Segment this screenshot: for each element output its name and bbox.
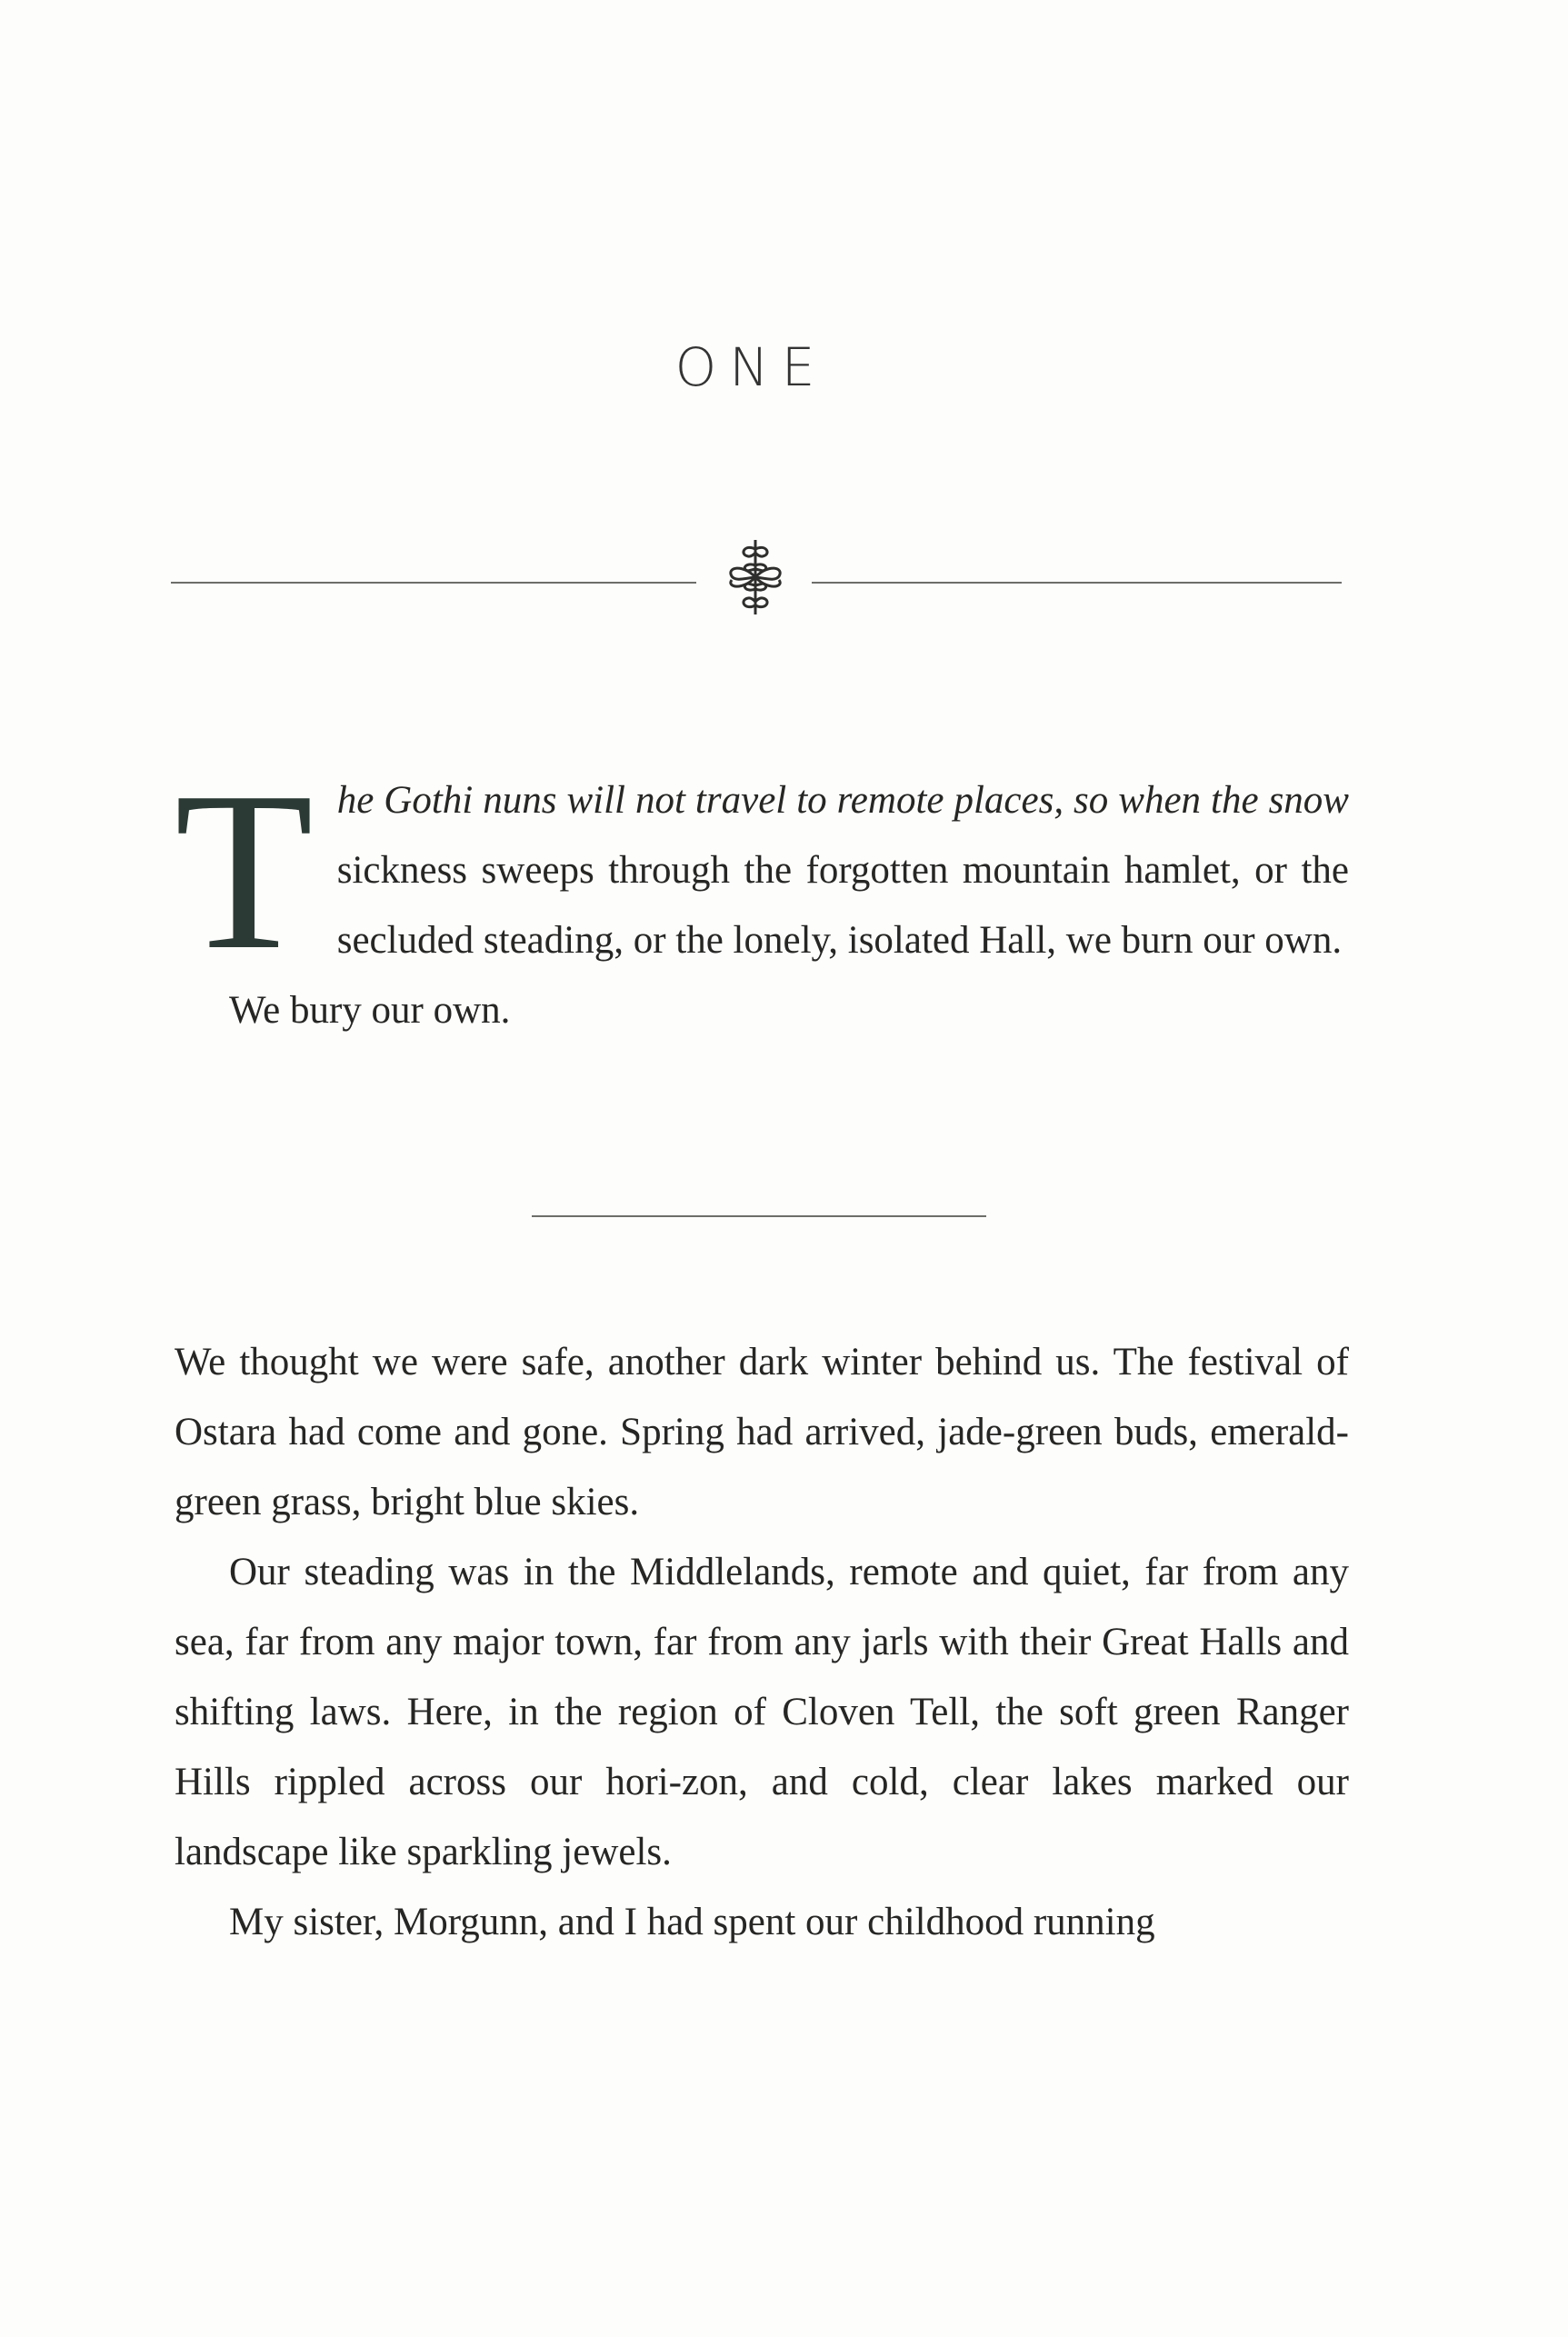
opening-text: sickness sweeps through the forgotten mountain hamlet, or the secluded steading, or the lonely, isolated Hall, we burn our own. bbox=[336, 849, 1349, 962]
paragraph: We thought we were safe, another dark winter behind us. The festival of Ostara had come and gone. Spring had arrived, jade-green buds, emerald-green grass, bright blue skies. bbox=[175, 1341, 1349, 1523]
lead-in-italic: he Gothi nuns will not travel to remote places, so when the snow bbox=[336, 779, 1349, 822]
paragraph: Our steading was in the Middlelands, remote and quiet, far from any sea, far from any major town, far from any jarls with their Great Halls and shifting laws. Here, in the region of Cloven Tell, the soft green Ranger Hills rippled across our hori-zon, and cold, clear lakes marked our landscape like sparkling jewels. bbox=[175, 1551, 1349, 1873]
section-text bbox=[175, 1327, 1349, 1957]
drop-cap: T bbox=[175, 745, 314, 997]
snowflake-ornament-icon bbox=[719, 536, 792, 618]
ornament-rule-left bbox=[171, 582, 696, 584]
paragraph: We bury our own. bbox=[229, 989, 511, 1032]
scene-break-rule bbox=[532, 1215, 986, 1217]
opening-paragraph bbox=[175, 745, 1349, 1045]
chapter-title: ONE bbox=[674, 336, 828, 398]
paragraph: My sister, Morgunn, and I had spent our childhood running bbox=[229, 1901, 1155, 1943]
ornament-rule-right bbox=[812, 582, 1342, 584]
